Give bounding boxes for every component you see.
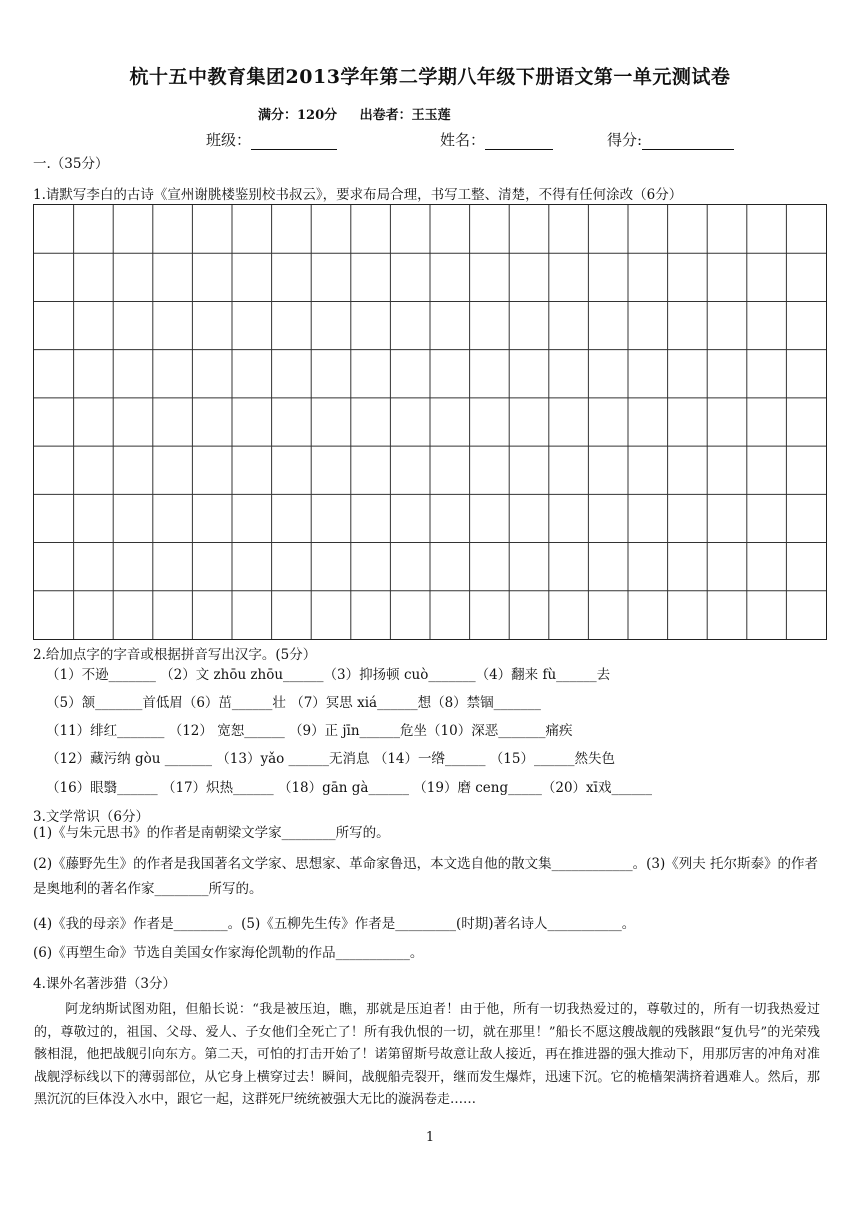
q2-row-1: （1）不逊_______ （2）文 zhōu zhōu______（3）抑扬顿 cuò_______（4）翻来 fù______去 bbox=[46, 667, 611, 683]
reading-passage: 阿龙纳斯试图劝阻，但船长说：“我是被压迫，瞧，那就是压迫者！由于他，所有一切我热爱过的，尊敬过的，所有一切我热爱过的，尊敬过的，祖国、父母、爱人、子女他们全死亡了！所有我仇恨的一切，就在那里！”船长不愿这艘战舰的残骸跟“复仇号”的光荣残骸相混，他把战舰引向东方。第二天，可怕的打击开始了！诺第留斯号故意让敌人接近，再在推进器的强大推动下，用那厉害的冲角对准战舰浮标线以下的薄弱部位，从它身上横穿过去！瞬间，战舰船壳裂开，继而发生爆炸，迅速下沉。它的桅樯架满挤着遇难人。然后，那黑沉沉的巨体没入水中，跟它一起，这群死尸统统被强大无比的漩涡卷走…… bbox=[34, 1002, 820, 1107]
score-blank[interactable] bbox=[642, 134, 734, 150]
score-field[interactable] bbox=[607, 129, 734, 150]
q3-line-3: (4)《我的母亲》作者是________。(5)《五柳先生传》作者是_________(时期)著名诗人___________。 bbox=[33, 916, 636, 932]
q2-row-3: （11）绯红_______ （12） 宽恕______ （9）正 jīn______危坐（10）深恶_______痛疾 bbox=[46, 723, 573, 739]
section-heading: 一.（35分） bbox=[33, 156, 109, 172]
name-field[interactable] bbox=[440, 129, 553, 150]
q3-line-4: (6)《再塑生命》节选自美国女作家海伦凯勒的作品___________。 bbox=[33, 945, 424, 961]
writing-grid-lines bbox=[34, 205, 826, 639]
full-score: 满分：120分 bbox=[258, 108, 338, 123]
page-number: 1 bbox=[425, 1130, 435, 1145]
q3-line-1: (1)《与朱元思书》的作者是南朝梁文学家________所写的。 bbox=[33, 825, 390, 841]
question-4: 4.课外名著涉猎（3分） bbox=[33, 976, 176, 992]
q2-row-4: （12）藏污纳 gòu _______ （13）yǎo ______无消息 （14）一绺______ （15）______然失色 bbox=[46, 751, 615, 767]
q2-row-5: （16）眼翳______ （17）炽热______ （18）gān gà______ （19）磨 ceng_____（20）xī戏______ bbox=[46, 780, 652, 796]
class-field[interactable] bbox=[206, 129, 337, 150]
class-blank[interactable] bbox=[251, 134, 337, 150]
score-label: 得分: bbox=[607, 131, 643, 149]
question-2: 2.给加点字的字音或根据拼音写出汉字。(5分） bbox=[33, 647, 317, 663]
question-3: 3.文学常识（6分） bbox=[33, 809, 149, 825]
class-label: 班级： bbox=[206, 131, 252, 149]
name-blank[interactable] bbox=[485, 134, 553, 150]
exam-meta bbox=[258, 104, 469, 123]
name-label: 姓名： bbox=[440, 131, 486, 149]
q3-line-2: (2)《藤野先生》的作者是我国著名文学家、思想家、革命家鲁迅，本文选自他的散文集____________。(3)《列夫 托尔斯泰》的作者是奥地利的著名作家________所写的。 bbox=[33, 856, 819, 897]
writing-grid[interactable] bbox=[33, 204, 827, 640]
question-1: 1.请默写李白的古诗《宣州谢朓楼鉴别校书叔云》，要求布局合理，书写工整、清楚，不得有任何涂改（6分） bbox=[33, 187, 683, 203]
q2-row-2: （5）颔_______首低眉（6）茁______壮 （7）冥思 xiá______想（8）禁锢_______ bbox=[46, 695, 541, 711]
page-title: 杭十五中教育集团2013学年第二学期八年级下册语文第一单元测试卷 bbox=[129, 66, 731, 88]
author: 出卷者：王玉莲 bbox=[359, 108, 451, 123]
